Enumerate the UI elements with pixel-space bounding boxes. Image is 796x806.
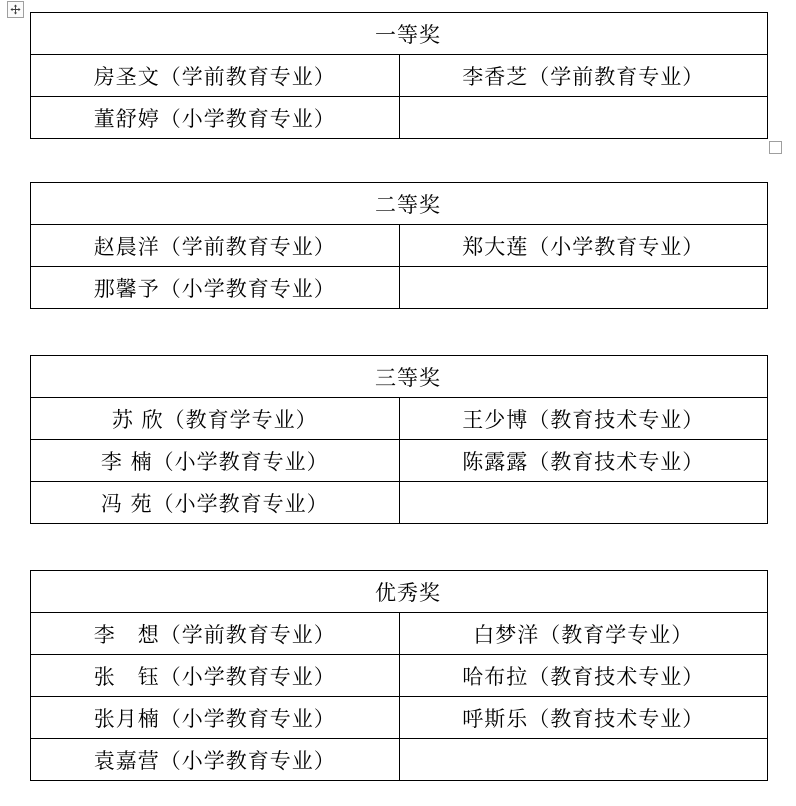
award-table-excellence-prize <box>30 570 768 781</box>
winner-cell[interactable]: 房圣文（学前教育专业） <box>31 55 400 97</box>
winner-cell[interactable] <box>399 97 768 139</box>
table-row <box>31 97 768 139</box>
winner-cell[interactable]: 董舒婷（小学教育专业） <box>31 97 400 139</box>
table-row <box>31 225 768 267</box>
winner-cell[interactable]: 张 钰（小学教育专业） <box>31 655 400 697</box>
table-row <box>31 13 768 55</box>
table-row <box>31 267 768 309</box>
award-table-first-prize <box>30 12 768 139</box>
winner-cell[interactable]: 李 楠（小学教育专业） <box>31 440 400 482</box>
winner-cell[interactable]: 郑大莲（小学教育专业） <box>399 225 768 267</box>
table-row <box>31 613 768 655</box>
winner-cell[interactable]: 李香芝（学前教育专业） <box>399 55 768 97</box>
winner-cell[interactable]: 李 想（学前教育专业） <box>31 613 400 655</box>
table-row <box>31 398 768 440</box>
winner-cell[interactable]: 哈布拉（教育技术专业） <box>399 655 768 697</box>
table-row <box>31 55 768 97</box>
table-move-handle[interactable] <box>7 1 24 18</box>
winner-cell[interactable]: 白梦洋（教育学专业） <box>399 613 768 655</box>
table-row <box>31 571 768 613</box>
award-title-cell[interactable]: 优秀奖 <box>31 571 768 613</box>
winner-cell[interactable]: 张月楠（小学教育专业） <box>31 697 400 739</box>
winner-cell[interactable]: 袁嘉营（小学教育专业） <box>31 739 400 781</box>
table-row <box>31 482 768 524</box>
winner-cell[interactable]: 赵晨洋（学前教育专业） <box>31 225 400 267</box>
award-title-cell[interactable]: 三等奖 <box>31 356 768 398</box>
winner-cell[interactable]: 王少博（教育技术专业） <box>399 398 768 440</box>
winner-cell[interactable]: 那馨予（小学教育专业） <box>31 267 400 309</box>
table-resize-handle[interactable] <box>769 141 782 154</box>
table-row <box>31 697 768 739</box>
award-title-cell[interactable]: 二等奖 <box>31 183 768 225</box>
award-table-third-prize <box>30 355 768 524</box>
winner-cell[interactable]: 苏 欣（教育学专业） <box>31 398 400 440</box>
winner-cell[interactable] <box>399 739 768 781</box>
award-title-cell[interactable]: 一等奖 <box>31 13 768 55</box>
winner-cell[interactable] <box>399 267 768 309</box>
table-row <box>31 356 768 398</box>
table-row <box>31 440 768 482</box>
winner-cell[interactable]: 陈露露（教育技术专业） <box>399 440 768 482</box>
winner-cell[interactable]: 呼斯乐（教育技术专业） <box>399 697 768 739</box>
table-row <box>31 739 768 781</box>
table-row <box>31 655 768 697</box>
winner-cell[interactable]: 冯 苑（小学教育专业） <box>31 482 400 524</box>
award-table-second-prize <box>30 182 768 309</box>
move-icon <box>10 4 21 15</box>
table-row <box>31 183 768 225</box>
winner-cell[interactable] <box>399 482 768 524</box>
